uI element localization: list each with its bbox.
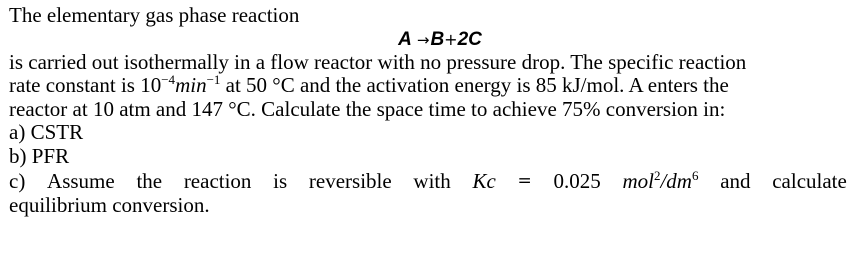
kc-symbol: Kc bbox=[472, 169, 496, 193]
plus-sign: + bbox=[444, 29, 458, 49]
part-a-cstr: a) CSTR bbox=[9, 120, 84, 144]
rate-line-rest: at 50 °C and the activation energy is 85 kJ/mol. A enters the bbox=[220, 73, 729, 97]
reaction-equation bbox=[9, 29, 847, 51]
part-c-word-reversible: reversible bbox=[308, 169, 392, 193]
problem-text bbox=[9, 4, 847, 217]
part-c-reversible bbox=[9, 170, 847, 194]
kc-unit: $mol^2/dm^6$ bbox=[622, 168, 699, 193]
rate-constant-text: rate constant is 10 bbox=[9, 73, 162, 97]
problem-line-2 bbox=[9, 74, 847, 98]
part-c-word-calculate: calculate bbox=[772, 169, 847, 193]
part-b-pfr: b) PFR bbox=[9, 143, 70, 168]
product-b: B bbox=[430, 28, 445, 50]
problem-line-1: is carried out isothermally in a flow reactor with no pressure drop. The specific reaction bbox=[9, 49, 747, 74]
part-c-word-is: is bbox=[273, 169, 288, 193]
part-c-word-and: and bbox=[720, 169, 751, 193]
part-c-prefix-1: c) bbox=[9, 169, 26, 193]
rate-unit-exponent: −1 bbox=[206, 72, 221, 87]
part-c-continuation: equilibrium conversion. bbox=[9, 192, 210, 217]
rate-unit: min bbox=[175, 73, 207, 97]
reactant-a: A bbox=[398, 28, 412, 50]
rate-constant-exponent: −4 bbox=[161, 72, 176, 87]
product-c: 2C bbox=[457, 28, 482, 50]
problem-line-3: reactor at 10 atm and 147 °C. Calculate the space time to achieve 75% conversion in: bbox=[9, 96, 726, 121]
part-c-word-reaction: reaction bbox=[183, 169, 252, 193]
part-c-word-with: with bbox=[413, 169, 451, 193]
reaction-arrow: → bbox=[416, 30, 430, 49]
kc-value: 0.025 bbox=[553, 169, 601, 193]
part-c-word-assume: Assume bbox=[47, 169, 115, 193]
part-c-word-the: the bbox=[136, 169, 163, 193]
equals-sign: = bbox=[517, 171, 532, 191]
problem-intro: The elementary gas phase reaction bbox=[9, 3, 300, 27]
